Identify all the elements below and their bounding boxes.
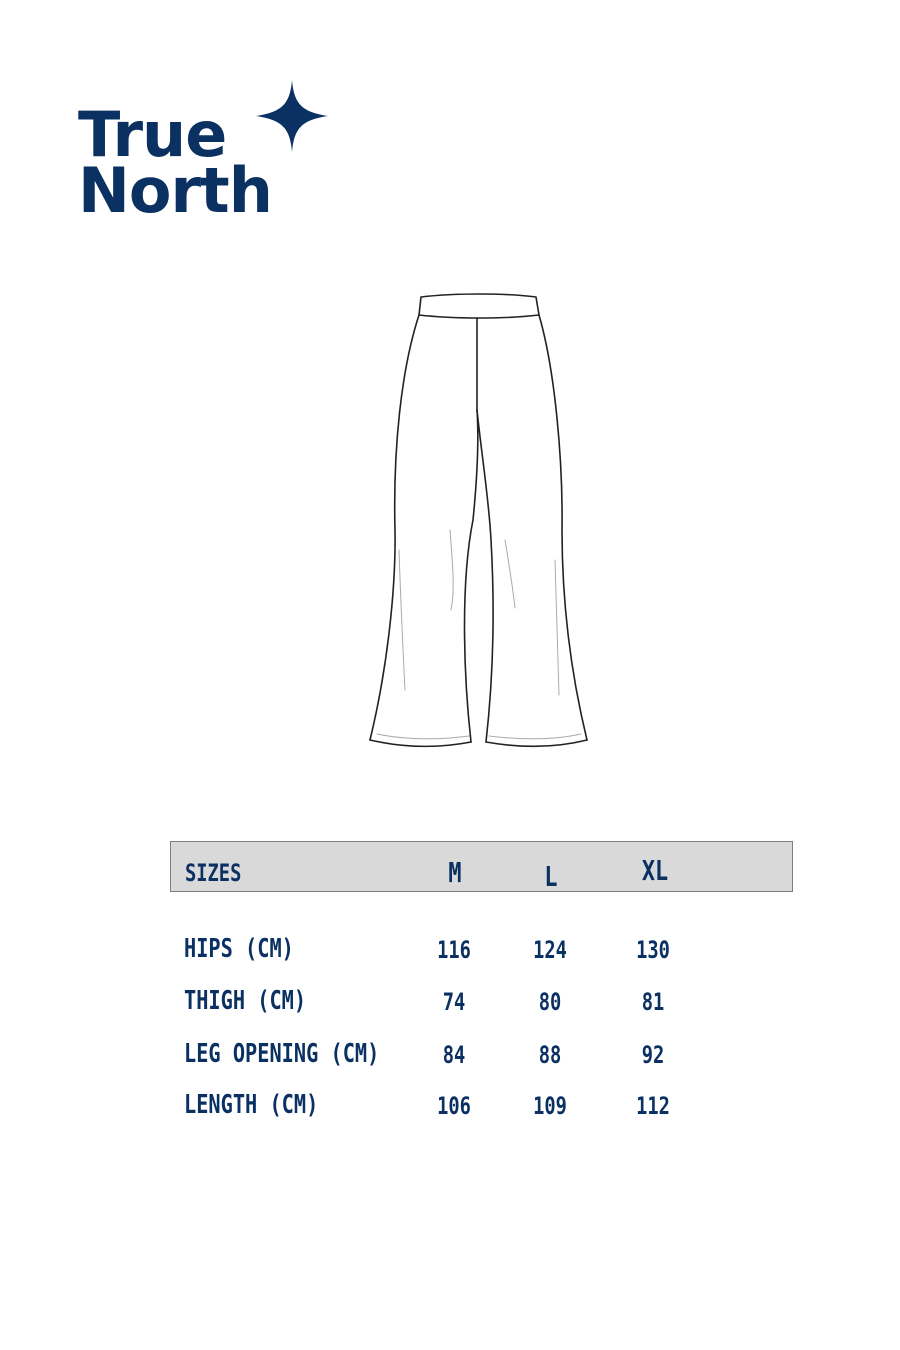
table-row xyxy=(170,930,793,970)
hips-l-value: 124 xyxy=(533,936,567,964)
leg-opening-m-value: 84 xyxy=(442,1041,466,1069)
thigh-m-value: 74 xyxy=(442,988,466,1016)
size-m-header: M xyxy=(448,856,462,889)
hips-m-value: 116 xyxy=(437,936,471,964)
size-chart-header xyxy=(170,841,793,892)
hips-xl-value: 130 xyxy=(636,936,670,964)
row-label-hips: HIPS (CM) xyxy=(184,934,294,964)
table-row xyxy=(170,1086,793,1126)
row-label-thigh: THIGH (CM) xyxy=(184,986,307,1016)
logo-line-true: True xyxy=(78,98,227,171)
length-l-value: 109 xyxy=(533,1092,567,1120)
logo-line-north: North xyxy=(78,154,272,227)
size-chart-body xyxy=(170,892,793,1132)
brand-logo xyxy=(70,76,350,226)
row-label-leg-opening: LEG OPENING (CM) xyxy=(184,1039,380,1069)
length-xl-value: 112 xyxy=(636,1092,670,1120)
row-label-length: LENGTH (CM) xyxy=(184,1090,319,1120)
length-m-value: 106 xyxy=(437,1092,471,1120)
sizes-header-label: SIZES xyxy=(185,859,242,887)
thigh-xl-value: 81 xyxy=(641,988,665,1016)
size-xl-header: XL xyxy=(641,854,669,887)
leg-opening-l-value: 88 xyxy=(538,1041,562,1069)
flared-pants-icon xyxy=(355,290,605,760)
leg-opening-xl-value: 92 xyxy=(641,1041,665,1069)
thigh-l-value: 80 xyxy=(538,988,562,1016)
size-chart-table xyxy=(170,841,793,1132)
north-star-icon xyxy=(254,78,330,154)
table-row xyxy=(170,982,793,1022)
table-row xyxy=(170,1035,793,1075)
size-l-header: L xyxy=(544,860,558,893)
